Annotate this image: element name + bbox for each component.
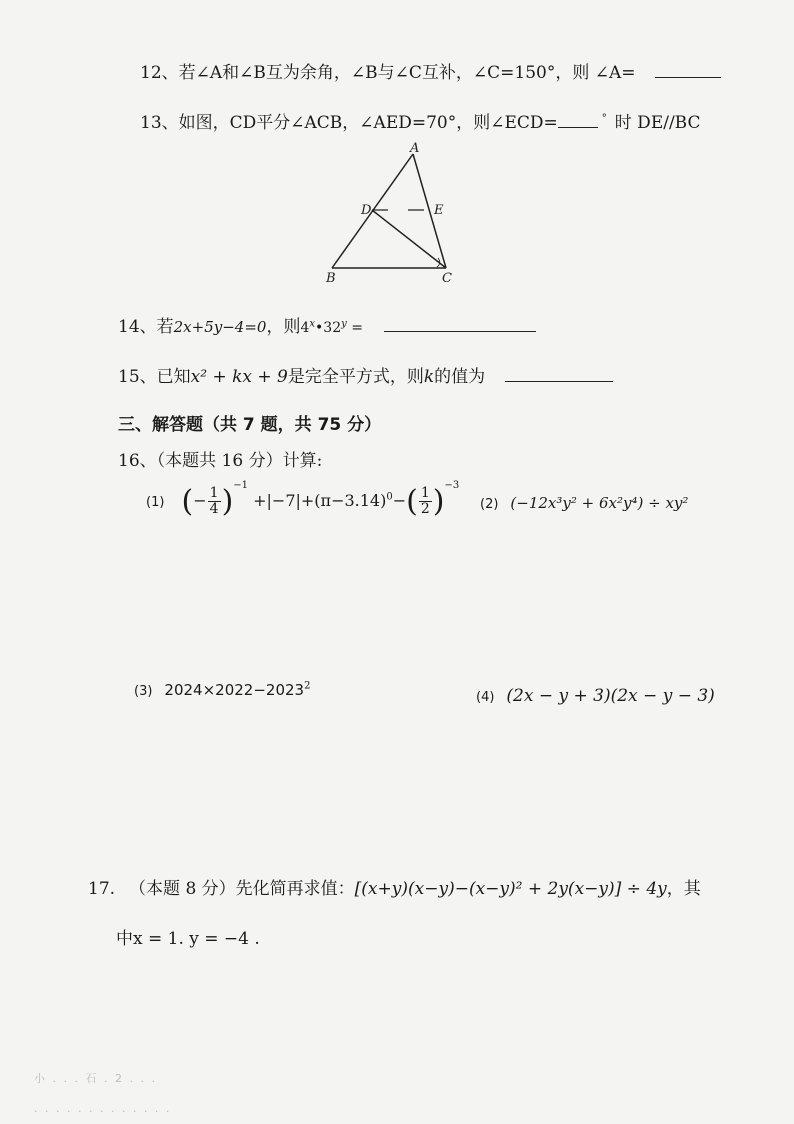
q16-part-2 [480, 494, 688, 512]
q17-text: （本题 8 分）先化简再求值： [129, 879, 355, 899]
question-13 [140, 108, 701, 133]
q17-line-2: 中x = 1. y = −4 . [116, 929, 260, 949]
p1-exp3: −3 [444, 480, 460, 491]
label-c: C [442, 271, 452, 286]
q14-base1: 4 [300, 320, 310, 336]
q14-text-b: ，则 [266, 317, 301, 337]
q16-p2-label: (2) [480, 497, 499, 512]
q16-part-3 [134, 680, 310, 699]
p1-exp1: −1 [233, 480, 249, 491]
section-3-heading: 三、解答题（共 7 题，共 75 分） [118, 415, 382, 435]
label-d: D [361, 203, 372, 218]
q13-answer-blank[interactable] [558, 127, 598, 128]
q14-dot: • [315, 320, 324, 336]
q16-p4-expression: (2x − y + 3)(2x − y − 3) [506, 686, 715, 706]
question-12 [140, 58, 721, 83]
question-15 [118, 362, 613, 387]
q14-text-a: 若 [156, 317, 174, 337]
q15-text-c: 的值为 [434, 367, 486, 387]
q16-part-4 [476, 686, 715, 706]
triangle-figure [318, 140, 468, 290]
q13-number: 13、 [140, 113, 179, 133]
q14-number: 14、 [118, 317, 157, 337]
q12-answer-blank[interactable] [655, 77, 721, 78]
q13-degree: ° [601, 113, 607, 125]
question-16 [118, 446, 322, 471]
question-14 [118, 312, 536, 337]
q13-text-b: 时 DE//BC [614, 113, 701, 133]
q15-answer-blank[interactable] [505, 381, 613, 382]
question-17 [88, 874, 701, 899]
q12-text-a: 若∠A和∠B互为余角，∠B与∠C互补， [178, 63, 473, 83]
q12-number: 12、 [140, 63, 179, 83]
q17-expression: [(x+y)(x−y)−(x−y)² + 2y(x−y)] ÷ 4y [354, 879, 667, 899]
q15-text-b: 是完全平方式，则 [287, 367, 424, 387]
q16-p3-label: (3) [134, 684, 153, 699]
q14-answer-blank[interactable] [384, 331, 536, 332]
q16-p3-expression: 2024×2022−2023 [164, 681, 305, 699]
q16-part-1: (1) (− $\frac{1}{4}$ )$^{-1} +|-7|+(\pi-3.14)^0-$( $\frac{1}{2}$ )$^{-3}$ [146, 480, 460, 519]
q15-number: 15、 [118, 367, 157, 387]
faded-footer-1: 小 . . . 石 . 2 . . . [34, 1072, 157, 1085]
q14-base2: 32 [323, 320, 342, 336]
q14-exp2: y [341, 318, 347, 330]
q14-exp1: x [309, 318, 316, 330]
p1-neg: − [193, 491, 207, 510]
q16-number: 16、 [118, 451, 157, 471]
q14-eq-sign: = [346, 320, 363, 336]
p1-minus: − [392, 491, 407, 510]
p1-mid: +|−7|+(π−3.14) [253, 491, 387, 510]
faded-footer-2: . . . . . . . . . . . . . [34, 1102, 172, 1115]
q13-text-a: 如图，CD平分∠ACB，∠AED=70°，则∠ECD= [178, 113, 558, 133]
q15-variable: k [423, 367, 435, 387]
q15-text-a: 已知 [156, 367, 191, 387]
q17-tail: ，其 [666, 879, 701, 899]
p1-fraction-2: $\frac{1}{2}$ [420, 485, 430, 517]
q16-p2-expression: (−12x³y² + 6x²y⁴) ÷ xy² [510, 494, 689, 512]
label-b: B [326, 271, 336, 286]
q12-text-b: ∠C=150°，则 ∠A= [472, 63, 636, 83]
q17-number: 17. [88, 879, 116, 899]
q16-text: （本题共 16 分）计算: [156, 451, 323, 471]
q16-p1-label: (1) [146, 495, 165, 510]
p1-fraction-1: $\frac{1}{4}$ [209, 485, 219, 517]
q15-expression: x² + kx + 9 [190, 367, 288, 387]
p1-exp0: 0 [386, 491, 393, 503]
q16-p3-exp: 2 [304, 680, 311, 692]
label-a: A [410, 141, 420, 156]
q16-p4-label: (4) [476, 690, 495, 705]
label-e: E [434, 203, 444, 218]
q14-equation: 2x+5y−4=0 [173, 318, 267, 336]
